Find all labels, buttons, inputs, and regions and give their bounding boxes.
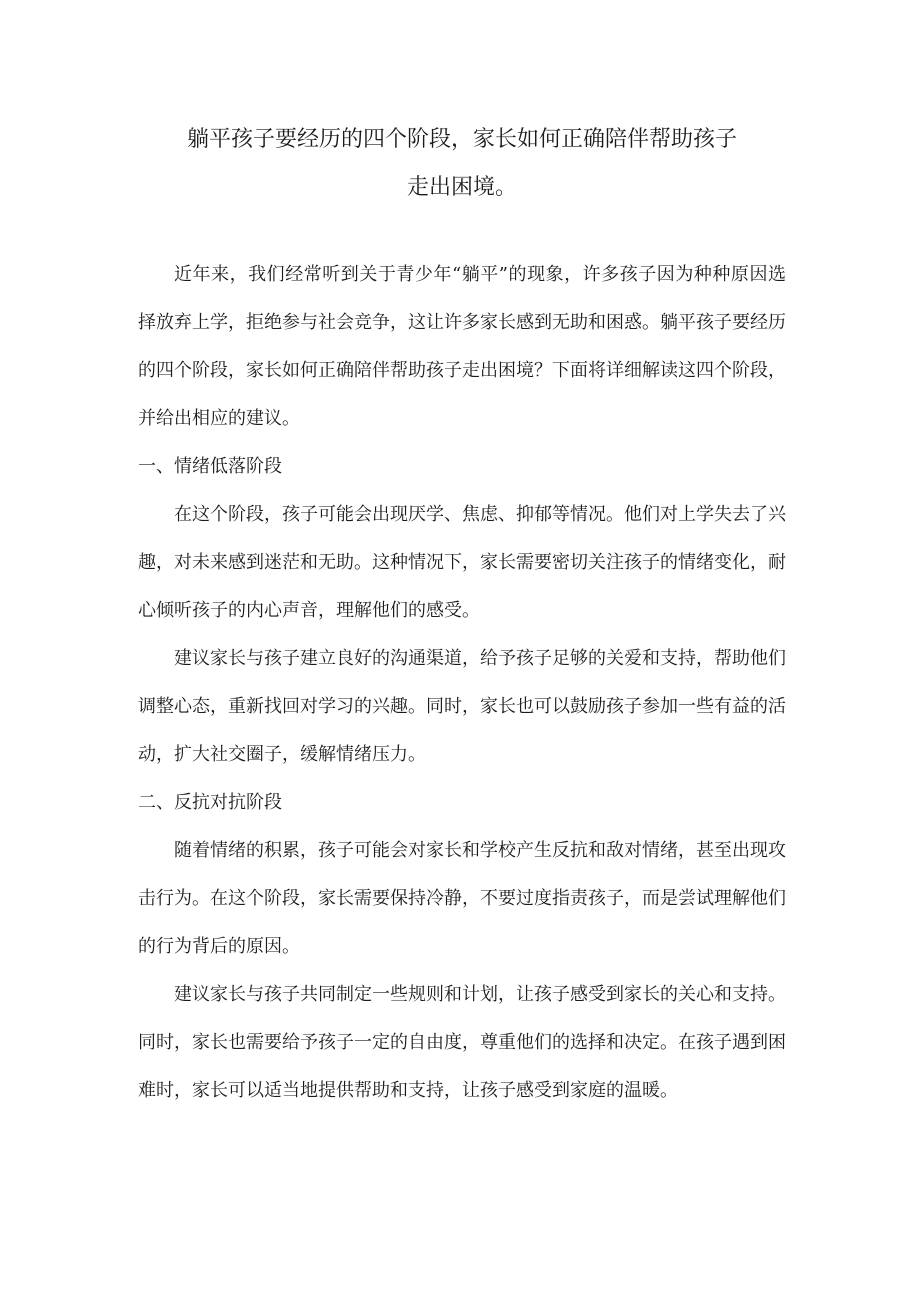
section-1-paragraph-2: 建议家长与孩子建立良好的沟通渠道，给予孩子足够的关爱和支持，帮助他们调整心态，重新找回对学习的兴趣。同时，家长也可以鼓励孩子参加一些有益的活动，扩大社交圈子，缓解情绪压力。 bbox=[138, 648, 786, 765]
section-1-paragraph-1: 在这个阶段，孩子可能会出现厌学、焦虑、抑郁等情况。他们对上学失去了兴趣，对未来感到迷茫和无助。这种情况下，家长需要密切关注孩子的情绪变化，耐心倾听孩子的内心声音，理解他们的感受。 bbox=[138, 504, 786, 621]
section-heading-1: 一、情绪低落阶段 bbox=[138, 456, 282, 477]
document-body bbox=[138, 251, 786, 1115]
document-title-line-1: 躺平孩子要经历的四个阶段，家长如何正确陪伴帮助孩子 bbox=[186, 127, 737, 152]
intro-paragraph: 近年来，我们经常听到关于青少年“躺平”的现象，许多孩子因为种种原因选择放弃上学，拒绝参与社会竞争，这让许多家长感到无助和困惑。躺平孩子要经历的四个阶段，家长如何正确陪伴帮助孩子走出困境？下面将详细解读这四个阶段，并给出相应的建议。 bbox=[138, 264, 786, 429]
section-heading-2: 二、反抗对抗阶段 bbox=[138, 792, 282, 813]
section-2-paragraph-2: 建议家长与孩子共同制定一些规则和计划，让孩子感受到家长的关心和支持。同时，家长也需要给予孩子一定的自由度，尊重他们的选择和决定。在孩子遇到困难时，家长可以适当地提供帮助和支持，让孩子感受到家庭的温暖。 bbox=[138, 984, 786, 1101]
document-title-line-2: 走出困境。 bbox=[406, 175, 517, 200]
section-2-paragraph-1: 随着情绪的积累，孩子可能会对家长和学校产生反抗和敌对情绪，甚至出现攻击行为。在这个阶段，家长需要保持冷静，不要过度指责孩子，而是尝试理解他们的行为背后的原因。 bbox=[138, 840, 786, 957]
